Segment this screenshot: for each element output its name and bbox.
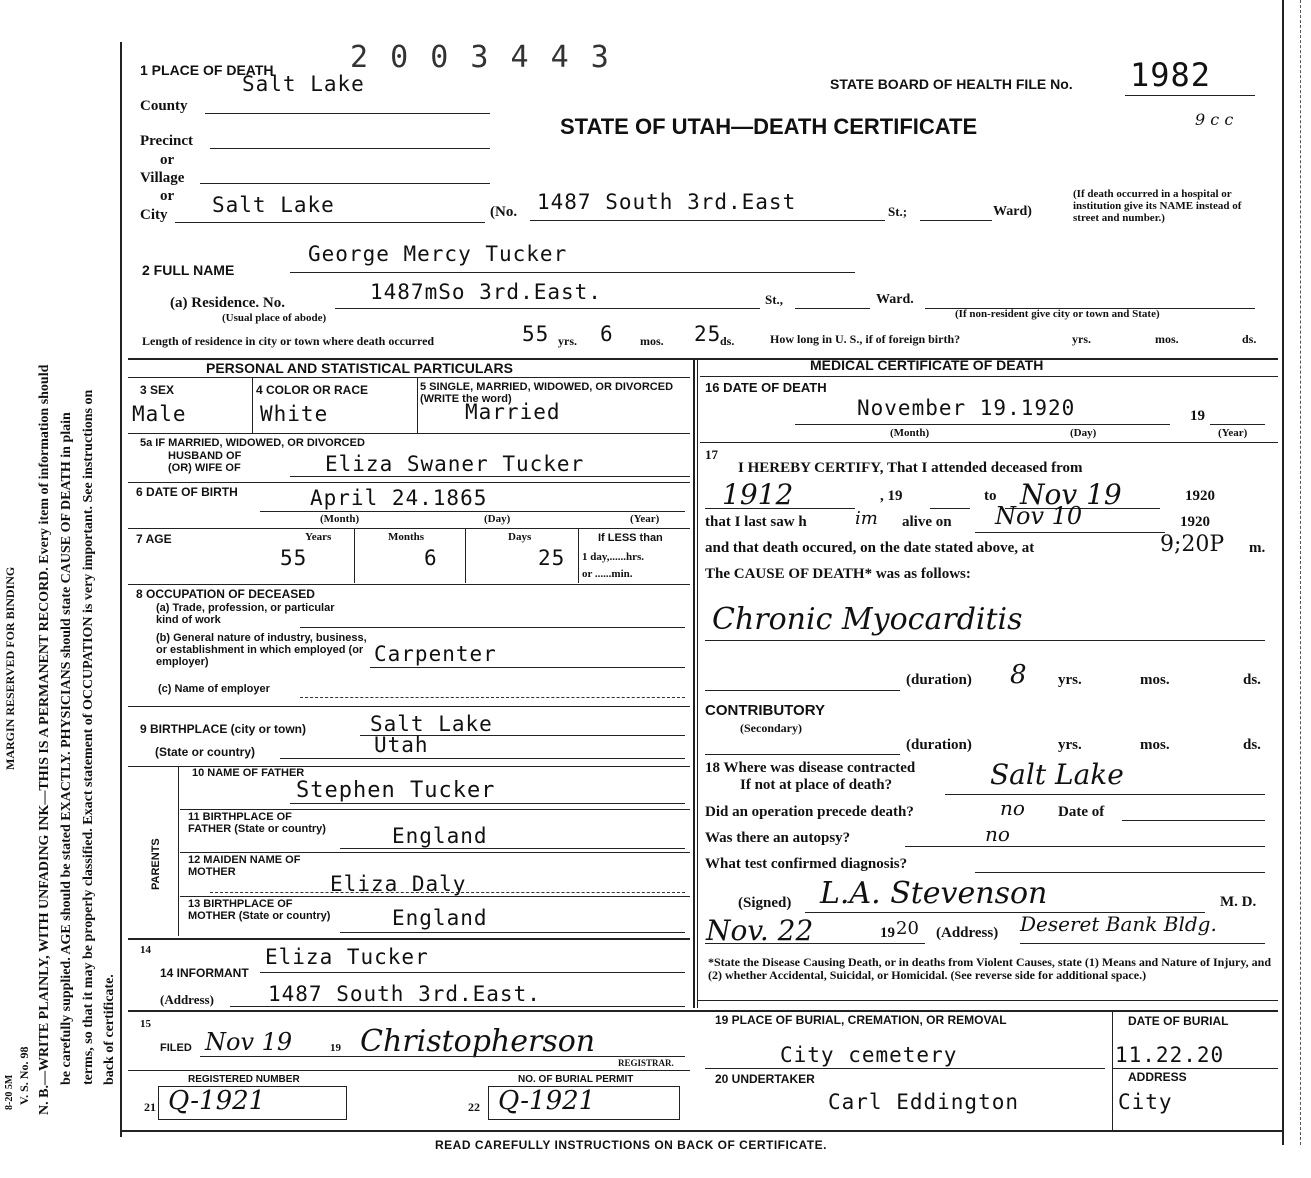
street-address: 1487 South 3rd.East bbox=[537, 190, 797, 214]
filed-19: 19 bbox=[330, 1042, 341, 1054]
howlong-ds: ds. bbox=[1242, 332, 1257, 346]
from-line bbox=[705, 508, 855, 509]
frame-right bbox=[1282, 0, 1284, 1145]
sex-divider bbox=[252, 378, 253, 433]
operation-question: Did an operation precede death? bbox=[705, 804, 914, 820]
frame-left bbox=[120, 42, 122, 1137]
contracted-line bbox=[945, 794, 1265, 795]
autopsy-line bbox=[905, 846, 1265, 847]
row-rule-3 bbox=[128, 528, 690, 529]
filing-rule bbox=[128, 1070, 690, 1071]
duration-ds: ds. bbox=[1243, 672, 1261, 688]
hospital-note: (If death occurred in a hospital or institution give its NAME instead of street and number.) bbox=[1073, 188, 1242, 224]
occupation-value: Carpenter bbox=[374, 642, 497, 666]
personal-heading-rule bbox=[128, 377, 690, 378]
father-birthplace-line bbox=[340, 848, 685, 849]
age-div-1 bbox=[354, 528, 355, 583]
county-value: Salt Lake bbox=[242, 72, 365, 96]
autopsy-question: Was there an autopsy? bbox=[705, 830, 851, 846]
duration-value: 8 bbox=[1010, 660, 1027, 690]
age-months: 6 bbox=[424, 546, 438, 570]
mother-birthplace-line bbox=[340, 932, 685, 933]
age-days: 25 bbox=[538, 546, 566, 570]
dob-line bbox=[260, 511, 685, 512]
less-label-1: If LESS than bbox=[598, 532, 663, 544]
attended-to: Nov 19 bbox=[1020, 478, 1122, 511]
contrib-line bbox=[705, 754, 900, 755]
age-div-2 bbox=[465, 528, 466, 583]
birthplace-state: Utah bbox=[374, 733, 429, 757]
operation-value: no bbox=[1000, 796, 1025, 820]
burial-divider bbox=[1112, 1010, 1113, 1130]
birthplace-label: 9 BIRTHPLACE (city or town) bbox=[140, 722, 307, 736]
informant-line bbox=[260, 972, 685, 973]
from-year-line bbox=[930, 508, 970, 509]
county-label: County bbox=[140, 98, 188, 114]
lastsaw-text-2: alive on bbox=[902, 514, 952, 530]
full-name-label: 2 FULL NAME bbox=[142, 262, 235, 278]
father-value: Stephen Tucker bbox=[296, 778, 496, 803]
spouse-label-2: HUSBAND OF bbox=[168, 450, 242, 462]
dob-day: (Day) bbox=[484, 513, 511, 525]
certify-text: I HEREBY CERTIFY, That I attended deceased from bbox=[738, 460, 1083, 476]
or-2: or bbox=[160, 188, 175, 204]
burial-date-line bbox=[1112, 1068, 1278, 1069]
corner-note: 9 c c bbox=[1195, 110, 1234, 129]
residence-value: 1487mSo 3rd.East. bbox=[370, 280, 602, 304]
contracted-value: Salt Lake bbox=[990, 758, 1124, 791]
filing-num: 15 bbox=[140, 1018, 151, 1030]
from-19: , 19 bbox=[880, 488, 903, 504]
parents-divider bbox=[178, 766, 179, 936]
dod-value: November 19.1920 bbox=[857, 396, 1076, 420]
parents-label: PARENTS bbox=[150, 838, 162, 890]
attended-from: 1912 bbox=[722, 478, 794, 511]
margin-text-svg bbox=[0, 0, 115, 1173]
cause-label: The CAUSE OF DEATH* was as follows: bbox=[705, 566, 971, 582]
file-number: 1982 bbox=[1130, 56, 1212, 94]
address-line bbox=[530, 220, 885, 221]
spouse-label-1: 5a IF MARRIED, WIDOWED, OR DIVORCED bbox=[140, 437, 365, 449]
mother-value: Eliza Daly bbox=[330, 872, 467, 896]
lastsaw-line bbox=[975, 532, 1165, 533]
md-label: M. D. bbox=[1220, 894, 1257, 910]
q18-line-2: If not at place of death? bbox=[740, 777, 893, 793]
sign-19: 19 bbox=[880, 925, 895, 941]
signed-label: (Signed) bbox=[738, 895, 792, 911]
spouse-line bbox=[290, 476, 690, 477]
form-sub: 8-20 5M bbox=[4, 1074, 15, 1110]
death-time: 9;20P bbox=[1160, 532, 1225, 557]
mother-birthplace: England bbox=[392, 906, 488, 930]
occupation-label: 8 OCCUPATION OF DECEASED bbox=[136, 587, 315, 601]
city-line bbox=[175, 222, 485, 223]
permit-prefix: 22 bbox=[468, 1100, 480, 1114]
informant-label: 14 INFORMANT bbox=[160, 966, 249, 980]
informant-address: 1487 South 3rd.East. bbox=[268, 982, 541, 1006]
margin-line-4: terms, so that it may be properly classified. Exact statement of OCCUPATION is very important. See instructions on bbox=[81, 389, 96, 1085]
medical-heading: MEDICAL CERTIFICATE OF DEATH bbox=[810, 357, 1044, 373]
informant-num: 14 bbox=[140, 944, 151, 956]
occupation-a: (a) Trade, profession, or particular kind of work bbox=[156, 602, 335, 626]
column-divider-2 bbox=[697, 360, 698, 1008]
to-year: 1920 bbox=[1185, 488, 1215, 504]
st-label: St.; bbox=[888, 204, 908, 219]
dod-month: (Month) bbox=[890, 427, 930, 439]
dob-label: 6 DATE OF BIRTH bbox=[136, 485, 238, 499]
filed-date: Nov 19 bbox=[205, 1028, 293, 1056]
cause-value: Chronic Myocarditis bbox=[712, 602, 1023, 637]
length-mos: mos. bbox=[640, 334, 664, 348]
age-months-label: Months bbox=[388, 531, 425, 543]
precinct-line bbox=[210, 148, 490, 149]
father-birthplace-label: 11 BIRTHPLACE OF FATHER (State or country) bbox=[188, 811, 326, 835]
medical-heading-rule bbox=[700, 376, 1278, 377]
registrar-signature: Christopherson bbox=[360, 1024, 596, 1059]
occurred-text: and that death occured, on the date stated above, at bbox=[705, 540, 1035, 556]
color-divider bbox=[417, 378, 418, 433]
row-rule-7 bbox=[128, 938, 690, 940]
occupation-c: (c) Name of employer bbox=[158, 683, 270, 695]
frame-right-edge bbox=[1300, 0, 1301, 1145]
duration-yrs: yrs. bbox=[1058, 672, 1082, 688]
burial-place-label: 19 PLACE OF BURIAL, CREMATION, OR REMOVAL bbox=[715, 1013, 1007, 1027]
village-line bbox=[200, 183, 490, 184]
sign-date: Nov. 22 bbox=[706, 914, 814, 947]
row-rule-5 bbox=[128, 706, 690, 707]
less-label-2: 1 day,......hrs. bbox=[582, 551, 645, 563]
place-of-death-label: 1 PLACE OF DEATH bbox=[140, 62, 274, 78]
informant-value: Eliza Tucker bbox=[265, 945, 429, 969]
residence-label: (a) Residence. No. bbox=[170, 295, 285, 311]
parents-rule-1 bbox=[180, 809, 690, 810]
city-label: City bbox=[140, 207, 168, 223]
column-divider bbox=[693, 358, 695, 1008]
reg-number-label: REGISTERED NUMBER bbox=[188, 1074, 300, 1085]
footnote-rule bbox=[698, 1000, 1278, 1001]
bottom-rule bbox=[120, 1130, 1282, 1132]
birthplace-line-2 bbox=[280, 758, 685, 759]
father-label: 10 NAME OF FATHER bbox=[192, 767, 305, 779]
dod-rule bbox=[700, 442, 1278, 443]
occupation-b: (b) General nature of industry, business, or establishment in which employed (or employer) bbox=[156, 632, 367, 668]
undertaker-address: City bbox=[1118, 1090, 1173, 1114]
age-label: 7 AGE bbox=[136, 532, 172, 546]
length-months: 6 bbox=[600, 322, 614, 346]
father-birthplace: England bbox=[392, 824, 488, 848]
reg-number-prefix: 21 bbox=[144, 1100, 156, 1114]
residence-line bbox=[335, 308, 760, 309]
footnote: *State the Disease Causing Death, or in deaths from Violent Causes, state (1) Means and Nature of Injury, and (2) whether Accidental, Suicidal, or Homicidal. (See reverse side for additional space.) bbox=[708, 955, 1272, 982]
undertaker-value: Carl Eddington bbox=[828, 1090, 1020, 1114]
left-margin bbox=[0, 0, 115, 1173]
mother-birthplace-label: 13 BIRTHPLACE OF MOTHER (State or country) bbox=[188, 898, 331, 922]
secondary-label: (Secondary) bbox=[740, 721, 802, 735]
permit-label: NO. OF BURIAL PERMIT bbox=[518, 1074, 634, 1085]
st-line bbox=[920, 220, 992, 221]
registrar-label: REGISTRAR. bbox=[618, 1058, 674, 1068]
q18-line-1: 18 Where was disease contracted bbox=[705, 760, 916, 776]
footer-note: READ CAREFULLY INSTRUCTIONS ON BACK OF CERTIFICATE. bbox=[435, 1138, 827, 1152]
autopsy-value: no bbox=[985, 822, 1010, 846]
dob-year: (Year) bbox=[630, 513, 660, 525]
physician-address-line bbox=[1020, 943, 1265, 944]
undertaker-label: 20 UNDERTAKER bbox=[715, 1072, 815, 1086]
or-1: or bbox=[160, 152, 175, 168]
length-ds: ds. bbox=[720, 334, 735, 348]
num-17: 17 bbox=[705, 447, 718, 462]
occupation-c-line bbox=[300, 697, 685, 698]
full-name-value: George Mercy Tucker bbox=[308, 242, 568, 266]
dod-label: 16 DATE OF DEATH bbox=[705, 380, 827, 395]
burial-date-label: DATE OF BURIAL bbox=[1128, 1014, 1229, 1028]
age-div-3 bbox=[578, 528, 579, 583]
contrib-mos: mos. bbox=[1140, 737, 1170, 753]
contrib-ds: ds. bbox=[1243, 737, 1261, 753]
informant-address-line bbox=[230, 1006, 685, 1007]
dod-19: 19 bbox=[1190, 408, 1205, 424]
margin-line-2: N. B.—WRITE PLAINLY, WITH UNFADING INK—THIS IS A PERMANENT RECORD. Every item of information should bbox=[37, 364, 52, 1115]
duration-pre-line bbox=[705, 690, 900, 691]
dod-year-line bbox=[1210, 424, 1265, 425]
dob-value: April 24.1865 bbox=[310, 486, 488, 510]
permit-number: Q-1921 bbox=[498, 1086, 596, 1116]
duration-label: (duration) bbox=[906, 672, 972, 688]
test-line bbox=[975, 872, 1265, 873]
precinct-label: Precinct bbox=[140, 133, 194, 149]
sex-value: Male bbox=[132, 402, 187, 426]
marital-label: 5 SINGLE, MARRIED, WIDOWED, OR DIVORCED (WRITE the word) bbox=[420, 381, 674, 405]
row-rule-2 bbox=[128, 482, 690, 483]
dob-month: (Month) bbox=[320, 513, 360, 525]
informant-address-label: (Address) bbox=[160, 992, 214, 1007]
operation-date-of: Date of bbox=[1058, 804, 1105, 820]
sign-year: 20 bbox=[896, 918, 919, 939]
row-rule-4 bbox=[128, 584, 690, 585]
occupation-b-line bbox=[370, 667, 685, 668]
mother-label: 12 MAIDEN NAME OF MOTHER bbox=[188, 854, 301, 878]
length-label: Length of residence in city or town where death occurred bbox=[142, 334, 435, 348]
ward-label: Ward) bbox=[993, 204, 1032, 219]
spouse-label-3: (OR) WIFE OF bbox=[168, 462, 241, 474]
form-code: V. S. No. 98 bbox=[17, 1046, 31, 1105]
lastsaw-date: Nov 10 bbox=[995, 502, 1083, 530]
row-rule-1 bbox=[128, 433, 690, 434]
marital-value: Married bbox=[465, 400, 561, 424]
margin-line-1: MARGIN RESERVED FOR BINDING bbox=[3, 566, 17, 770]
sex-label: 3 SEX bbox=[140, 383, 175, 397]
residence-sub: (Usual place of abode) bbox=[222, 312, 327, 324]
less-label-3: or ......min. bbox=[582, 568, 633, 580]
lastsaw-text-1: that I last saw h bbox=[705, 514, 807, 530]
age-years: 55 bbox=[280, 546, 308, 570]
birthplace-sub: (State or country) bbox=[155, 745, 256, 759]
duration-mos: mos. bbox=[1140, 672, 1170, 688]
color-value: White bbox=[260, 402, 329, 426]
filed-label: FILED bbox=[160, 1042, 192, 1054]
parents-rule-3 bbox=[180, 896, 690, 897]
birthplace-city: Salt Lake bbox=[370, 712, 493, 736]
to-label: to bbox=[984, 488, 997, 504]
lastsaw-him: im bbox=[855, 508, 878, 529]
no-label: (No. bbox=[490, 204, 518, 220]
certificate-title: STATE OF UTAH—DEATH CERTIFICATE bbox=[560, 114, 978, 139]
village-label: Village bbox=[140, 170, 185, 186]
time-m: m. bbox=[1249, 540, 1266, 556]
dod-year: (Year) bbox=[1218, 427, 1248, 439]
physician-address-label: (Address) bbox=[936, 925, 999, 941]
length-yrs: yrs. bbox=[558, 334, 577, 348]
nonres-note: (If non-resident give city or town and State) bbox=[955, 308, 1160, 320]
cause-line bbox=[705, 640, 1265, 641]
color-label: 4 COLOR OR RACE bbox=[256, 383, 369, 397]
res-ward-label: Ward. bbox=[876, 292, 914, 307]
physician-address: Deseret Bank Bldg. bbox=[1020, 912, 1217, 936]
city-value: Salt Lake bbox=[212, 193, 335, 217]
dod-day: (Day) bbox=[1070, 427, 1097, 439]
lastsaw-year: 1920 bbox=[1180, 514, 1210, 530]
reg-number: Q-1921 bbox=[168, 1086, 266, 1116]
length-years: 55 bbox=[522, 322, 550, 346]
burial-place-line bbox=[705, 1068, 1105, 1069]
margin-line-5: back of certificate. bbox=[102, 974, 117, 1085]
file-label: STATE BOARD OF HEALTH FILE No. bbox=[830, 76, 1073, 92]
age-years-label: Years bbox=[305, 531, 332, 543]
occupation-a-line bbox=[300, 627, 685, 628]
res-st-label: St., bbox=[765, 292, 784, 307]
contributory-label: CONTRIBUTORY bbox=[705, 702, 825, 719]
row-rule-8 bbox=[128, 1010, 1278, 1012]
res-st-line bbox=[795, 308, 870, 309]
howlong-yrs: yrs. bbox=[1072, 332, 1091, 346]
margin-line-3: be carefully supplied. AGE should be stated EXACTLY. PHYSICIANS should state CAUSE OF DEATH in plain bbox=[59, 412, 74, 1085]
personal-heading: PERSONAL AND STATISTICAL PARTICULARS bbox=[206, 360, 513, 376]
mother-line bbox=[210, 892, 685, 893]
full-name-line bbox=[290, 272, 855, 273]
parents-rule-2 bbox=[180, 852, 690, 853]
stamp-number: 2 0 0 3 4 4 3 bbox=[350, 40, 611, 75]
contrib-duration-label: (duration) bbox=[906, 737, 972, 753]
dod-line bbox=[795, 424, 1170, 425]
spouse-value: Eliza Swaner Tucker bbox=[325, 452, 585, 476]
length-days: 25 bbox=[694, 322, 722, 346]
age-days-label: Days bbox=[508, 531, 532, 543]
file-line bbox=[1125, 95, 1255, 96]
sign-date-line bbox=[705, 943, 925, 944]
contrib-yrs: yrs. bbox=[1058, 737, 1082, 753]
test-question: What test confirmed diagnosis? bbox=[705, 856, 908, 872]
operation-date-line bbox=[1122, 820, 1265, 821]
father-line bbox=[290, 803, 685, 804]
physician-signature: L.A. Stevenson bbox=[820, 876, 1048, 911]
filed-line bbox=[200, 1056, 685, 1057]
county-line bbox=[205, 113, 490, 114]
burial-date: 11.22.20 bbox=[1115, 1043, 1225, 1067]
howlong-label: How long in U. S., if of foreign birth? bbox=[770, 332, 961, 346]
howlong-mos: mos. bbox=[1155, 332, 1179, 346]
undertaker-address-label: ADDRESS bbox=[1128, 1070, 1187, 1084]
burial-place: City cemetery bbox=[780, 1043, 958, 1067]
